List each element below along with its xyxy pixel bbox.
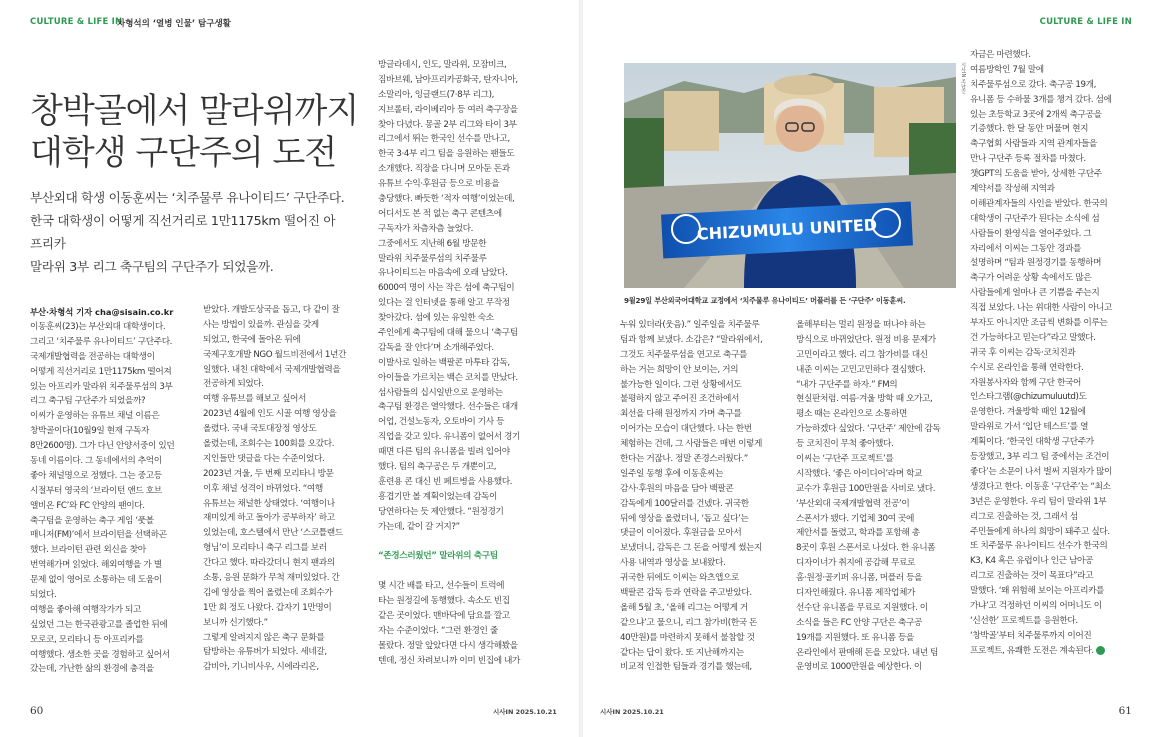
text-line: 귀국 후 이씨는 감독·코치진과: [970, 347, 1076, 358]
text-line: 유니폼 등 수하물 3개를 챙겨 갔다. 섬에: [970, 94, 1112, 105]
text-line: 올해 5월 초, ‘올해 리그는 어떻게 거: [620, 602, 748, 613]
text-line: 대학생이 구단주가 된다는 소식에 섬: [970, 213, 1100, 224]
text-line: 받았다. 개발도상국을 돕고, 다 같이 잘: [203, 305, 340, 315]
text-line: 자원봉사자와 함께 구단 한국어: [970, 377, 1081, 388]
text-line: 사용 내역과 영상을 보내왔다.: [620, 558, 726, 569]
text-line: 이씨가 운영하는 유튜브 채널 이름은: [30, 411, 160, 422]
text-line: 찾아갔다. 섬에 있는 유일한 숙소: [378, 313, 494, 324]
lead-line: 부산외대 학생 이동훈씨는 ‘치주물루 유나이티드’ 구단주다.: [30, 190, 345, 205]
text-line: 유튜브 수익·후원금 등으로 비용을: [378, 179, 500, 190]
text-line: 체험하는 건데, 그 사람들은 매번 이렇게: [620, 439, 763, 450]
text-line: 올렸는데, 조회수는 100회를 오갔다.: [203, 439, 335, 450]
article-title: [30, 90, 375, 174]
text-line: 갔는데, 가난한 삶의 환경에 충격을: [30, 664, 154, 675]
text-line: 앨비온 FC’와 FC 안양의 팬이다.: [30, 500, 145, 511]
byline: 부산·차형석 기자 cha@sisain.co.kr: [30, 307, 174, 317]
text-line: 때면 다른 팀의 유니폼을 빌려 입어야: [378, 447, 510, 458]
text-line: 또 치주물루 유나이티드 선수가 한국의: [970, 541, 1108, 552]
text-line: 했다. 브라이턴 관련 외신을 찾아: [30, 545, 146, 556]
end-mark-icon: [1096, 646, 1105, 655]
text-line: 같은 곳이었다. 맨바닥에 담요를 깔고: [378, 610, 510, 621]
page-gutter: [579, 0, 583, 737]
text-line: 여름방학인 7월 말에: [970, 64, 1044, 75]
text-line: 되었다.: [30, 590, 57, 601]
text-line: 아이들을 가르치는 백슨 코치를 만났다.: [378, 372, 518, 383]
text-line: 등장했고, 3부 리그 팀 중에서는 조건이: [970, 452, 1110, 463]
text-line: 이발사로 일하는 백팔콘 마투타 감독,: [378, 357, 510, 368]
text-line: 자는 수준이었다. “그런 환경인 줄: [378, 625, 498, 636]
issue-label-left: 시사IN 2025.10.21: [493, 708, 557, 716]
text-line: 훈련용 콘 대신 빈 페트병을 사용했다.: [378, 476, 513, 487]
text-line: 매니저(FM)’에서 브라이턴을 선택하곤: [30, 530, 167, 541]
page-number-right: 61: [1118, 705, 1132, 717]
article-lead: [30, 186, 345, 278]
text-line: 건 가능하다고 믿는다”라고 말했다.: [970, 332, 1096, 343]
photo-credit: 시사IN 조남진: [960, 62, 966, 94]
text-line: 그것도 치주물루섬을 연고로 축구를: [620, 349, 747, 360]
text-line: 찾아 다녔다. 몽골 2부 리그와 타이 3부: [378, 119, 517, 130]
feature-photo: [624, 63, 956, 288]
text-line: 설명하며 “팀과 원정경기를 동행하며: [970, 258, 1102, 269]
text-line: 주인에게 축구팀에 대해 물으니 ‘축구팀: [378, 328, 518, 339]
title-line: 창박골에서 말라위까지: [30, 91, 359, 131]
series-title: 차형석의 ‘열병 인물’ 탐구생활: [117, 19, 231, 29]
section-tag-left: CULTURE & LIFE IN: [30, 17, 123, 27]
text-line: [378, 564, 555, 579]
text-line: 인스타그램(@chizumuluutd)도: [970, 392, 1087, 403]
body-column-3: [378, 58, 555, 704]
text-line: 같으냐’고 물으니, 리그 참가비(한국 돈: [620, 617, 758, 628]
text-line: 8곳이 후원 스폰서로 나섰다. 한 유니폼: [796, 543, 936, 554]
text-line: 홈·원정·골키퍼 유니폼, 머플러 등을: [796, 573, 923, 584]
body-column-4: [620, 318, 793, 704]
text-line: 타는 원정길에 동행했다. 속소도 빈집: [378, 596, 510, 607]
text-line: 텐데, 정신 차려보니까 이미 빈집에 내가: [378, 655, 521, 666]
text-line: 보니까 신기했다.”: [203, 617, 268, 628]
text-line: 싶었던 그는 한국관광고를 졸업한 뒤에: [30, 619, 168, 630]
text-line: 뒤에 영상을 올렸더니, ‘돕고 싶다’는: [620, 513, 749, 524]
text-line: 당연하다는 듯 제안했다. “원정경기: [378, 506, 504, 517]
text-line: 축구협회 사람들과 지역 관계자들을: [970, 139, 1097, 150]
text-line: 국제구호개발 NGO 월드비전에서 1년간: [203, 349, 346, 360]
text-line: 가는데, 같이 갈 거지?”: [378, 521, 460, 532]
text-line: 가능하겠다 싶었다. ‘구단주’ 제안에 감독: [796, 424, 941, 435]
text-line: 축구가 어려운 상황 속에서도 많은: [970, 273, 1092, 284]
text-line: 그중에서도 지난해 6월 방문한: [378, 238, 487, 249]
text-line: 리그에서 뛰는 한국인 선수를 만나고,: [378, 134, 510, 145]
text-line: 2023년 4월에 인도 시골 여행 영상을: [203, 409, 337, 420]
lead-line: 말라위 3부 리그 축구팀의 구단주가 되었을까.: [30, 259, 274, 274]
text-line: 소통, 응원 문화가 무척 재미있었다. 간: [203, 573, 340, 584]
text-line: 몇 시간 배를 타고, 선수들이 트럭에: [378, 581, 505, 592]
text-line: 충당했다. 빠듯한 ‘적자 여행’이었는데,: [378, 194, 515, 205]
text-line: 수시로 온라인을 통해 연락한다.: [970, 362, 1084, 373]
text-line: 치주물루섬으로 갔다. 축구공 19개,: [970, 79, 1096, 90]
text-line: 축구팀 환경은 열악했다. 선수들은 대개: [378, 402, 518, 413]
text-line: 여행을 좋아해 여행작가가 되고: [30, 604, 141, 615]
body-column-5: [796, 318, 964, 704]
text-line: 제안서를 돌렸고, 학과를 포함해 총: [796, 528, 920, 539]
text-line: 자금은 마련했다.: [970, 50, 1031, 60]
text-line: 리그로 진출하는 것이 목표다”라고: [970, 571, 1094, 582]
text-line: 감사·후원의 마음을 담아 백팔콘: [620, 483, 734, 494]
text-line: 한다는 거잖나. 정말 존경스러웠다.”: [620, 454, 748, 465]
text-line: 있는 아프리카 말라위 치주물루섬의 3부: [30, 381, 173, 392]
text-line: 사람들에게 얼마나 큰 기쁨을 주는지: [970, 288, 1100, 299]
text-line: 말했다. ‘왜 위험해 보이는 아프리카를: [970, 586, 1105, 597]
text-line: 선수단 유니폼을 무료로 지원했다. 이: [796, 602, 928, 613]
photo-caption: 9월29일 부산외국어대학교 교정에서 ‘치주물루 유나이티드’ 머플러를 든 ‘구단주’ 이동훈씨.: [624, 296, 906, 305]
text-line: 보냈더니, 감독은 그 돈을 어떻게 썼는지: [620, 543, 763, 554]
text-line: 전공하게 되었다.: [203, 379, 264, 390]
text-line: 지인들만 댓글을 다는 수준이었다.: [203, 453, 325, 464]
text-line: 40만원)를 마련하지 못해서 불참할 것: [620, 632, 755, 643]
text-line: 있는 초등학교 3곳에 2개씩 축구공을: [970, 109, 1102, 120]
text-line: 계획이다. ‘한국인 대학생 구단주가: [970, 437, 1094, 448]
text-line: 등 코치진이 무척 좋아했다.: [796, 439, 894, 450]
text-line: 일했다. 내친 대학에서 국제개발협력을: [203, 364, 341, 375]
text-line: 구독자가 차츰차츰 늘었다.: [378, 223, 473, 234]
body-column-2: [203, 303, 376, 704]
text-line: 가냐’고 걱정하던 이씨의 어머니도 이: [970, 600, 1102, 611]
text-line: 리그로 진출하는 것, 그래서 섬: [970, 511, 1078, 522]
text-line: 주민들에게 하나의 희망이 돼주고 싶다.: [970, 526, 1110, 537]
text-line: 이동훈씨(23)는 부산외대 대학생이다.: [30, 322, 166, 332]
text-line: 프로젝트, 유쾌한 도전은 계속된다.: [970, 644, 1135, 659]
text-line: 문제 없이 영어로 소통하는 데 도움이: [30, 575, 162, 586]
text-line: ‘창박골’부터 치주물루까지 이어진: [970, 630, 1092, 641]
text-line: 기증했다. 한 달 동안 머물며 현지: [970, 124, 1089, 135]
text-line: 여행 유튜브를 해보고 싶어서: [203, 394, 306, 405]
text-line: 축구팀을 운영하는 축구 게임 ‘풋볼: [30, 515, 154, 526]
text-line: 온라인에서 판매해 돈을 모았다. 내년 팀: [796, 647, 939, 658]
text-line: 번역해가며 읽었다. 해외여행을 가 별: [30, 560, 162, 571]
page-number-left: 60: [30, 705, 44, 717]
text-line: 짐바브웨, 남아프리카공화국, 탄자니아,: [378, 74, 518, 85]
text-line: 일주일 동행 후에 이동훈씨는: [620, 468, 723, 479]
text-line: 섬사람들의 십시일반으로 운영하는: [378, 387, 503, 398]
lead-line: 한국 대학생이 어떻게 직선거리로 1만1175km 떨어진 아프리카: [30, 213, 336, 251]
text-line: 생겼다고 한다. 이동훈 ‘구단주’는 “최소: [970, 481, 1111, 492]
text-line: 시작했다. ‘좋은 아이디어’라며 학교: [796, 468, 923, 479]
text-line: 1만 회 정도 나왔다. 갑자기 1만명이: [203, 602, 332, 613]
text-line: 있다는 걸 인터넷을 통해 알고 무작정: [378, 298, 510, 309]
text-line: 내준 이씨는 고민고민하다 결심했다.: [796, 364, 926, 375]
text-line: 탐방하는 유튜버가 되었다. 세네갈,: [203, 647, 327, 658]
body-column-6: [970, 48, 1135, 704]
text-line: 부자도 아니지만 조금씩 변화를 이루는: [970, 318, 1108, 329]
text-line: 3년은 운영한다. 우리 팀이 말라위 1부: [970, 496, 1107, 507]
text-line: 좋아 채널명으로 정했다. 그는 중고등: [30, 470, 162, 481]
text-line: 같다는 답이 왔다. 또 지난해까지는: [620, 647, 744, 658]
text-line: 했다. 팀의 축구공은 두 개뿐이고,: [378, 462, 497, 473]
text-line: 모로코, 모리타니 등 아프리카를: [30, 634, 144, 645]
text-line: 시절부터 영국의 ‘브라이턴 앤드 호브: [30, 485, 162, 496]
text-line: 운영비로 1000만원을 예상한다. 이: [796, 662, 922, 673]
text-line: 운영한다. 겨울방학 때인 12월에: [970, 407, 1086, 418]
text-line: 김에 영상을 찍어 올렸는데 조회수가: [203, 587, 333, 598]
text-line: 댓글이 이어졌다. 후원금을 모아서: [620, 528, 742, 539]
text-line: 스폰서가 됐다. 기업체 30여 곳에: [796, 513, 914, 524]
text-line: 계약서를 작성해 지역과: [970, 184, 1055, 195]
text-line: 챗GPT의 도움을 받아, 상세한 구단주: [970, 169, 1102, 180]
text-line: 그렇게 알려지지 않은 축구 문화를: [203, 632, 325, 643]
text-line: 간다고 했다. 따라갔더니 현지 팬과의: [203, 558, 335, 569]
text-line: 말라위로 가서 ‘입단 테스트’를 열: [970, 422, 1089, 433]
text-line: 좋다’는 소문이 나서 벌써 지원자가 많이: [970, 466, 1113, 477]
text-line: 이씨는 ‘구단주 프로젝트’를: [796, 454, 894, 465]
text-line: 감비아, 기니비사우, 시에라리온,: [203, 662, 319, 673]
text-line: “내가 구단주를 하자.” FM의: [796, 379, 898, 390]
text-line: 하는 거는 희망이 안 보이는, 거의: [620, 364, 739, 375]
text-line: 리그 축구팀 구단주가 되었을까?: [30, 396, 146, 407]
text-line: 누워 있더라(웃음).” 일주일을 치주물루: [620, 320, 760, 330]
text-line: 한국 3·4부 리그 팀을 응원하는 팬들도: [378, 149, 515, 160]
text-line: 올렸다. 국내 국토대장정 영상도: [203, 424, 317, 435]
text-line: 여행했다. 생소한 곳을 경험하고 싶어서: [30, 649, 170, 660]
text-line: 그리고 ‘치주물루 유나이티드’ 구단주다.: [30, 336, 173, 347]
text-line: 사람들이 환영식을 열어주었다. 그: [970, 228, 1092, 239]
text-line: 방글라데시, 인도, 말라위, 모잠비크,: [378, 60, 507, 70]
text-line: 사는 방법이 있을까. 관심을 갖게: [203, 319, 319, 330]
text-line: 디자이너가 취지에 공감해 무료로: [796, 558, 915, 569]
text-line: 어떻게 직선거리로 1만1175km 떨어져: [30, 366, 172, 377]
text-line: 이해관계자들의 사인을 받았다. 한국의: [970, 198, 1108, 209]
issue-label-right: 시사IN 2025.10.21: [600, 708, 664, 716]
text-line: 어디서도 본 적 없는 축구 콘텐츠에: [378, 208, 502, 219]
text-line: 비교적 인접한 팀들과 경기를 했는데,: [620, 662, 752, 673]
text-line: 소개했다. 직장을 다니며 모아둔 돈과: [378, 164, 510, 175]
text-line: 직접 보았다. 나는 위대한 사람이 아니고: [970, 303, 1113, 314]
text-line: 있었는데, 호스텔에서 만난 ‘스코틀랜드: [203, 528, 343, 539]
text-line: 직업을 갖고 있다. 유니폼이 없어서 경기: [378, 432, 521, 443]
text-line: 감독을 잘 안다’며 소개해주었다.: [378, 342, 494, 353]
text-line: 몰랐다. 정말 앞았다면 다시 생각해봤을: [378, 640, 518, 651]
text-line: 동네 이름이다. 그 동네에서의 추억이: [30, 456, 162, 467]
text-line: 창박골이다(10월9일 현재 구독자: [30, 426, 149, 437]
text-line: 백팔콘 감독 등과 연락을 주고받았다.: [620, 588, 752, 599]
text-line: 되었고, 한국에 돌아온 뒤에: [203, 334, 301, 345]
text-line: 소말리아, 잉글랜드(7·8부 리그),: [378, 89, 494, 100]
text-line: 국제개발협력을 전공하는 대학생이: [30, 351, 155, 362]
text-line: 자리에서 이씨는 그동안 경과를: [970, 243, 1081, 254]
text-line: 6000여 명이 사는 작은 섬에 축구팀이: [378, 283, 515, 294]
text-line: 19개를 지원했다. 또 유니폼 등을: [796, 632, 914, 643]
text-line: 고민이라고 했다. 리그 참가비를 대신: [796, 349, 928, 360]
text-line: ‘신선한’ 프로젝트를 응원한다.: [970, 615, 1078, 626]
text-line: [378, 535, 555, 550]
text-line: 현실판처럼. 여름·겨울 방학 때 오가고,: [796, 394, 933, 405]
text-line: 소식을 들은 FC 안양 구단은 축구공: [796, 617, 922, 628]
text-line: ‘부산외대 국제개발협력 전공’이: [796, 498, 910, 509]
text-line: 디자인해줬다. 유니폼 제작업체가: [796, 588, 915, 599]
text-line: 어업, 건설노동자, 오토바이 기사 등: [378, 417, 505, 428]
text-line: 최선을 다해 원정까지 가며 축구를: [620, 409, 742, 420]
body-column-1: [30, 320, 202, 704]
section-tag-right: CULTURE & LIFE IN: [1039, 17, 1132, 27]
text-line: 귀국한 뒤에도 이씨는 와츠앱으로: [620, 573, 739, 584]
text-line: 유나이티드는 마음속에 오래 남았다.: [378, 268, 508, 279]
text-line: 평소 때는 온라인으로 소통하면: [796, 409, 907, 420]
title-line: 대학생 구단주의 도전: [30, 133, 337, 173]
text-line: K3, K4 혹은 유럽이나 인근 남아공: [970, 556, 1093, 567]
scarf-banner-text: CHIZUMULU UNITED: [696, 215, 878, 244]
text-line: 감독에게 100달러를 건넸다. 귀국한: [620, 498, 749, 509]
text-line: 말라위 치주물루섬의 치주물루: [378, 253, 487, 264]
text-line: 불가능한 일이다. 그런 상황에서도: [620, 379, 742, 390]
text-line: 유튜브는 채널한 상태였다. ‘여행이나: [203, 498, 335, 509]
text-line: 불평하지 않고 주어진 조건하에서: [620, 394, 739, 405]
text-line: 형님’이 모리타니 축구 리그를 보러: [203, 543, 327, 554]
text-line: 8만2600명). 그가 다닌 안양서중이 있던: [30, 441, 175, 452]
text-line: 교수가 후원금 100만원을 사비로 냈다.: [796, 483, 936, 494]
text-line: 이어가는 모습이 대단했다. 나는 한번: [620, 424, 752, 435]
text-line: 올해부터는 멀리 원정을 떠나야 하는: [796, 320, 926, 330]
text-line: 이후 채널 성격이 바뀌었다. “여행: [203, 483, 323, 494]
text-line: “존경스러웠던” 말라위의 축구팀: [378, 551, 498, 562]
text-line: 팀과 함께 보냈다. 소감은? “말라위에서,: [620, 334, 763, 345]
text-line: 방식으로 바뀌었단다. 원정 비용 문제가: [796, 334, 936, 345]
text-line: 만나 구단주 등록 절차를 마쳤다.: [970, 154, 1086, 165]
text-line: 2023년 겨울, 두 번째 모리타니 방문: [203, 468, 334, 479]
text-line: 흥겹기만 볼 계획이었는데 감독이: [378, 491, 497, 502]
text-line: 지브롤터, 라이베리아 등 여러 축구장을: [378, 104, 518, 115]
text-line: 재미있게 하고 돌아가 공부하자’ 하고: [203, 513, 335, 524]
